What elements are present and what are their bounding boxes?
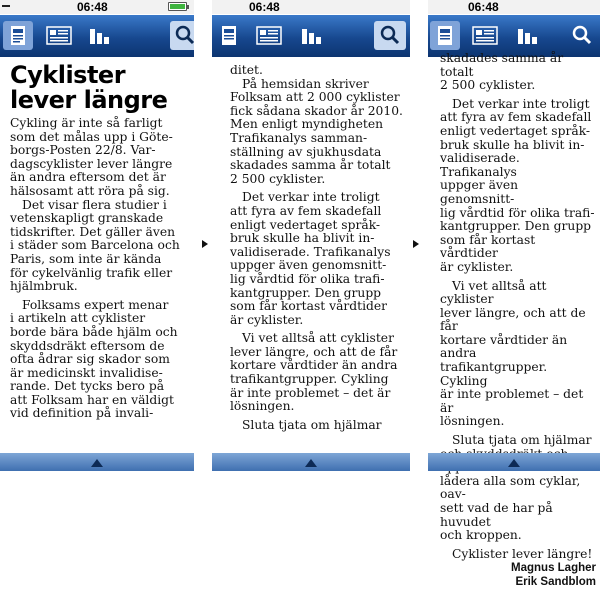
bottom-bar	[0, 453, 194, 471]
search-icon	[374, 21, 406, 50]
text-line: Vi vet alltså att cyklister	[242, 331, 394, 346]
text-line: Paris, som inte är kända	[10, 251, 162, 266]
signal-icon	[2, 5, 10, 7]
screen-2	[212, 0, 410, 471]
text-line: På hemsidan skriver	[242, 76, 369, 91]
text-line: skadades samma år totalt	[230, 158, 391, 173]
page-icon	[214, 21, 244, 50]
text-line: ditet.	[230, 63, 263, 77]
text-line: enligt vedertaget språk-	[440, 123, 591, 138]
list-view-button[interactable]	[254, 21, 284, 50]
article-text	[10, 57, 190, 453]
headline-line: Cyklister	[10, 61, 126, 89]
text-line: dagscyklister lever längre	[10, 156, 173, 171]
bottom-bar	[212, 453, 410, 471]
text-line: Sluta tjata om hjälmar	[242, 417, 382, 432]
list-icon	[254, 21, 284, 50]
article-text	[440, 51, 596, 589]
text-line: lever längre, och att de får	[440, 305, 586, 334]
bottom-bar	[428, 453, 600, 471]
text-line: 2 500 cyklister.	[230, 171, 326, 186]
status-bar	[212, 0, 410, 14]
author-name: Erik Sandblom	[515, 576, 596, 589]
text-line: Trafikanalys samman-	[230, 130, 368, 145]
text-line: tidskrifter. Det gäller även	[10, 224, 176, 239]
bar-chart-icon	[296, 21, 326, 50]
headline-line: lever längre	[10, 86, 168, 114]
text-line: vid definition på invali-	[10, 406, 154, 421]
text-line: för cykelvänlig trafik eller	[10, 265, 173, 280]
search-icon	[566, 21, 598, 50]
text-line: lådera alla som cyklar, oav-	[440, 473, 581, 502]
text-line: kortare vårdtider än andra	[230, 358, 398, 373]
text-line: borgs-Posten 22/8. Var-	[10, 143, 156, 158]
text-line: i städer som Barcelona och	[10, 238, 180, 253]
search-button[interactable]	[566, 21, 598, 50]
text-line: 2 500 cyklister.	[440, 78, 536, 93]
screen-1	[0, 0, 194, 471]
text-line: sett vad de har på huvudet	[440, 501, 553, 529]
page-view-button[interactable]	[430, 21, 460, 50]
toolbar	[0, 15, 194, 57]
text-line: lig vårdtid för olika trafi-	[440, 205, 595, 220]
text-line: Cyklister lever längre!	[452, 546, 593, 561]
text-line: Det verkar inte troligt	[242, 190, 380, 205]
up-arrow-icon[interactable]	[305, 459, 317, 467]
text-line: kantgrupper. Den grupp	[230, 285, 382, 300]
text-line: fick sådana skador år 2010.	[230, 103, 403, 118]
text-line: är inte problemet – det är	[440, 387, 584, 415]
headline	[10, 63, 190, 113]
text-line: att fyra av fem skadefall	[230, 203, 382, 218]
stats-view-button[interactable]	[296, 21, 326, 50]
text-line: bruk skulle ha blivit in-	[230, 231, 375, 246]
search-icon	[170, 21, 200, 50]
bar-chart-icon	[84, 21, 114, 50]
text-line: skadades samma år totalt	[440, 51, 564, 79]
page-view-button[interactable]	[3, 21, 33, 50]
text-line: att fyra av fem skadefall	[440, 110, 592, 125]
text-line: hjälmbruk.	[10, 279, 78, 294]
text-line: som får kortast vårdtider	[440, 232, 536, 261]
text-line: är inte problemet – det är	[230, 385, 391, 400]
text-line: validiserade. Trafikanalys	[230, 244, 391, 259]
text-line: ställning av sjukhusdata	[230, 144, 382, 159]
text-line: Folksams expert menar	[22, 297, 169, 312]
text-line: borde bära både hjälm och	[10, 324, 178, 339]
text-line: och kroppen.	[440, 528, 522, 543]
bar-chart-icon	[512, 21, 542, 50]
text-line: Vi vet alltså att cyklister	[440, 278, 547, 307]
toolbar	[212, 15, 410, 57]
text-line: Sluta tjata om hjälmar	[452, 433, 592, 448]
text-line: kantgrupper. Den grupp	[440, 219, 592, 234]
stats-view-button[interactable]	[512, 21, 542, 50]
text-line: att Folksam har en väldigt	[10, 392, 174, 407]
next-arrow-icon	[202, 240, 208, 248]
text-line: uppger även genomsnitt-	[440, 178, 519, 206]
page-icon	[430, 21, 460, 50]
text-line: lig vårdtid för olika trafi-	[230, 271, 385, 286]
status-time: 06:48	[249, 0, 280, 14]
page-view-button[interactable]	[214, 21, 244, 50]
search-button[interactable]	[374, 21, 406, 50]
text-line: validiserade. Trafikanalys	[440, 151, 520, 179]
list-icon	[44, 21, 74, 50]
text-line: rande. Det tycks bero på	[10, 379, 165, 394]
status-bar	[0, 0, 194, 14]
author-name: Magnus Lagher	[511, 562, 596, 575]
next-arrow-icon	[413, 240, 419, 248]
screen-3	[428, 0, 600, 589]
text-line: enligt vedertaget språk-	[230, 217, 381, 232]
text-line: Men enligt myndigheten	[230, 117, 384, 132]
up-arrow-icon[interactable]	[91, 459, 103, 467]
page-icon	[3, 21, 33, 50]
text-line: lever längre, och att de får	[230, 344, 398, 359]
text-line: hälsosamt att röra på sig.	[10, 183, 170, 198]
text-line: trafikantgrupper. Cykling	[230, 372, 389, 387]
text-line: trafikantgrupper. Cykling	[440, 360, 548, 388]
text-line: bruk skulle ha blivit in-	[440, 137, 585, 152]
text-line: Cykling är inte så farligt	[10, 116, 163, 130]
up-arrow-icon[interactable]	[508, 459, 520, 467]
list-view-button[interactable]	[44, 21, 74, 50]
text-line: Det visar flera studier i	[22, 197, 167, 212]
text-line: vetenskapligt granskade	[10, 211, 164, 226]
text-line: som får kortast vårdtider	[230, 299, 388, 314]
text-line: lösningen.	[230, 399, 295, 414]
status-bar	[428, 0, 600, 14]
text-line: är cyklister.	[440, 259, 514, 274]
status-time: 06:48	[468, 0, 499, 14]
status-time: 06:48	[77, 0, 108, 14]
list-icon	[470, 21, 500, 50]
text-line: är cyklister.	[230, 312, 304, 327]
stats-view-button[interactable]	[84, 21, 114, 50]
text-line: Det verkar inte troligt	[452, 96, 590, 111]
text-line: ofta ådrar sig skador som	[10, 352, 170, 367]
text-line: är medicinskt invalidise-	[10, 365, 163, 380]
text-line: uppger även genomsnitt-	[230, 258, 387, 273]
text-line: lösningen.	[440, 414, 505, 429]
text-line: i artikeln att cyklister	[10, 311, 146, 326]
text-line: som det målas upp i Göte-	[10, 129, 173, 144]
battery-icon	[168, 2, 187, 11]
text-line: skyddsdräkt eftersom de	[10, 338, 165, 353]
search-button[interactable]	[170, 21, 194, 50]
article-text	[230, 64, 406, 453]
list-view-button[interactable]	[470, 21, 500, 50]
text-line: än andra eftersom det är	[10, 170, 166, 185]
text-line: Folksam att 2 000 cyklister	[230, 90, 400, 105]
text-line: kortare vårdtider än andra	[440, 332, 568, 361]
